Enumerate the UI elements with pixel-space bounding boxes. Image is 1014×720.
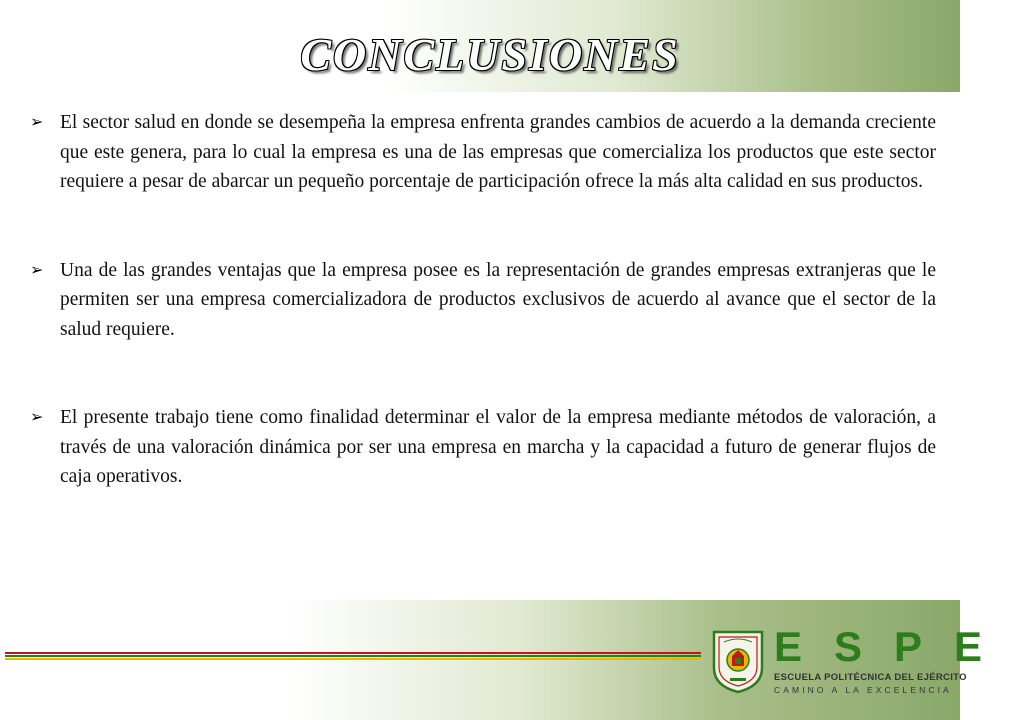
stripe-red	[5, 652, 701, 654]
espe-logo-motto: CAMINO A LA EXCELENCIA	[774, 685, 952, 695]
slide-title: CONCLUSIONES	[300, 29, 680, 80]
bullet-text: Una de las grandes ventajas que la empresa posee es la representación de grandes empresas extranjeras que le permiten ser una empresa comercializadora de productos exclusivos de acuerdo al avance que el sector de la salud requiere.	[60, 259, 936, 340]
bullet-list	[30, 108, 936, 492]
university-seal-icon	[710, 628, 766, 694]
arrow-bullet-icon: ➢	[30, 261, 44, 279]
espe-logo	[708, 623, 1014, 696]
bullet-text: El sector salud en donde se desempeña la empresa enfrenta grandes cambios de acuerdo a la demanda creciente que este genera, para lo cual la empresa es una de las empresas que comercializa los productos que este sector requiere a pesar de abarcar un pequeño porcentaje de participación ofrece la más alta calidad en sus productos.	[60, 112, 936, 192]
footer-color-stripes	[5, 652, 701, 663]
stripe-yellow	[5, 658, 701, 660]
bullet-text: El presente trabajo tiene como finalidad determinar el valor de la empresa mediante métodos de valoración, a través de una valoración dinámica por ser una empresa en marcha y la capacidad a futuro de generar flujos de caja operativos.	[60, 407, 936, 487]
bullet-item	[30, 108, 936, 197]
arrow-bullet-icon: ➢	[30, 409, 44, 426]
espe-logo-letters: ESPE	[774, 623, 1014, 670]
bullet-item	[30, 403, 936, 492]
espe-logo-subtitle: ESCUELA POLITÉCNICA DEL EJÉRCITO	[774, 672, 967, 683]
stripe-green	[5, 655, 701, 657]
bullet-item	[30, 256, 936, 345]
arrow-bullet-icon: ➢	[30, 114, 44, 131]
